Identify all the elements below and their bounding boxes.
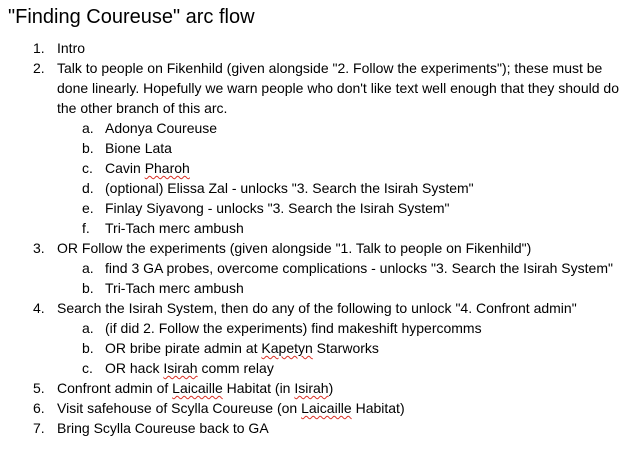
list-item-2c [8, 158, 633, 178]
list-item-text: Cavin Pharoh [105, 160, 190, 176]
list-marker: 1. [33, 40, 45, 56]
list-item-text: Adonya Coureuse [105, 120, 218, 136]
list-item-text: (optional) Elissa Zal - unlocks "3. Search the Isirah System" [105, 180, 474, 196]
list-item-2b [8, 138, 633, 158]
spellcheck-flagged-word[interactable]: Laicaille [172, 380, 223, 396]
list-item-2e [8, 198, 633, 218]
list-item-3 [8, 238, 633, 258]
list-item-3b [8, 278, 633, 298]
list-marker: 4. [33, 300, 45, 316]
list-marker: b. [82, 140, 94, 156]
spellcheck-flagged-word[interactable]: Isirah [294, 380, 329, 396]
list-marker: f. [82, 220, 90, 236]
list-marker: 7. [33, 420, 45, 436]
list-marker: a. [82, 260, 94, 276]
list-item-5 [8, 378, 633, 398]
list-item-text: (if did 2. Follow the experiments) find makeshift hypercomms [105, 320, 482, 336]
list-item-text: Bring Scylla Coureuse back to GA [57, 420, 269, 436]
spellcheck-flagged-word[interactable]: Pharoh [144, 160, 190, 176]
list-marker: 2. [33, 60, 45, 76]
list-item-text: OR bribe pirate admin at Kapetyn Starworks [105, 340, 379, 356]
list-marker: e. [82, 200, 94, 216]
list-item-text: Search the Isirah System, then do any of the following to unlock "4. Confront admin" [57, 300, 577, 316]
list-marker: a. [82, 120, 94, 136]
list-item-4 [8, 298, 633, 318]
list-item-7 [8, 418, 633, 438]
list-marker: b. [82, 340, 94, 356]
list-item-text: Visit safehouse of Scylla Coureuse (on Laicaille Habitat) [57, 400, 405, 416]
list-marker: 6. [33, 400, 45, 416]
list-marker: b. [82, 280, 94, 296]
list-item-2 [8, 58, 633, 118]
list-item-6 [8, 398, 633, 418]
list-item-text: Bione Lata [105, 140, 172, 156]
list-item-text: Finlay Siyavong - unlocks "3. Search the Isirah System" [105, 200, 450, 216]
list-item-text: Talk to people on Fikenhild (given alongside "2. Follow the experiments"); these must be done linearly. Hopefully we warn people who don't like text well enough that they should do the other branch of this arc. [57, 60, 619, 116]
list-item-text: OR Follow the experiments (given alongside "1. Talk to people on Fikenhild") [57, 240, 532, 256]
list-marker: c. [82, 160, 93, 176]
list-item-text: find 3 GA probes, overcome complications - unlocks "3. Search the Isirah System" [105, 260, 613, 276]
list-marker: a. [82, 320, 94, 336]
spellcheck-flagged-word[interactable]: Kapetyn [261, 340, 313, 356]
list-marker: d. [82, 180, 94, 196]
list-item-4c [8, 358, 633, 378]
spellcheck-flagged-word[interactable]: Isirah [163, 360, 198, 376]
list-item-text: OR hack Isirah comm relay [105, 360, 274, 376]
list-marker: 3. [33, 240, 45, 256]
list-item-1 [8, 38, 633, 58]
document-title: "Finding Coureuse" arc flow [8, 6, 255, 28]
list-marker: 5. [33, 380, 45, 396]
document [8, 3, 633, 438]
list-item-text: Confront admin of Laicaille Habitat (in Isirah) [57, 380, 334, 396]
spellcheck-flagged-word[interactable]: Laicaille [301, 400, 352, 416]
list-item-text: Intro [57, 40, 86, 56]
list-item-3a [8, 258, 633, 278]
list-item-text: Tri-Tach merc ambush [105, 280, 244, 296]
list-item-2a [8, 118, 633, 138]
list-item-4a [8, 318, 633, 338]
list-item-2d [8, 178, 633, 198]
list-item-2f [8, 218, 633, 238]
list-item-text: Tri-Tach merc ambush [105, 220, 244, 236]
list-marker: c. [82, 360, 93, 376]
list-item-4b [8, 338, 633, 358]
